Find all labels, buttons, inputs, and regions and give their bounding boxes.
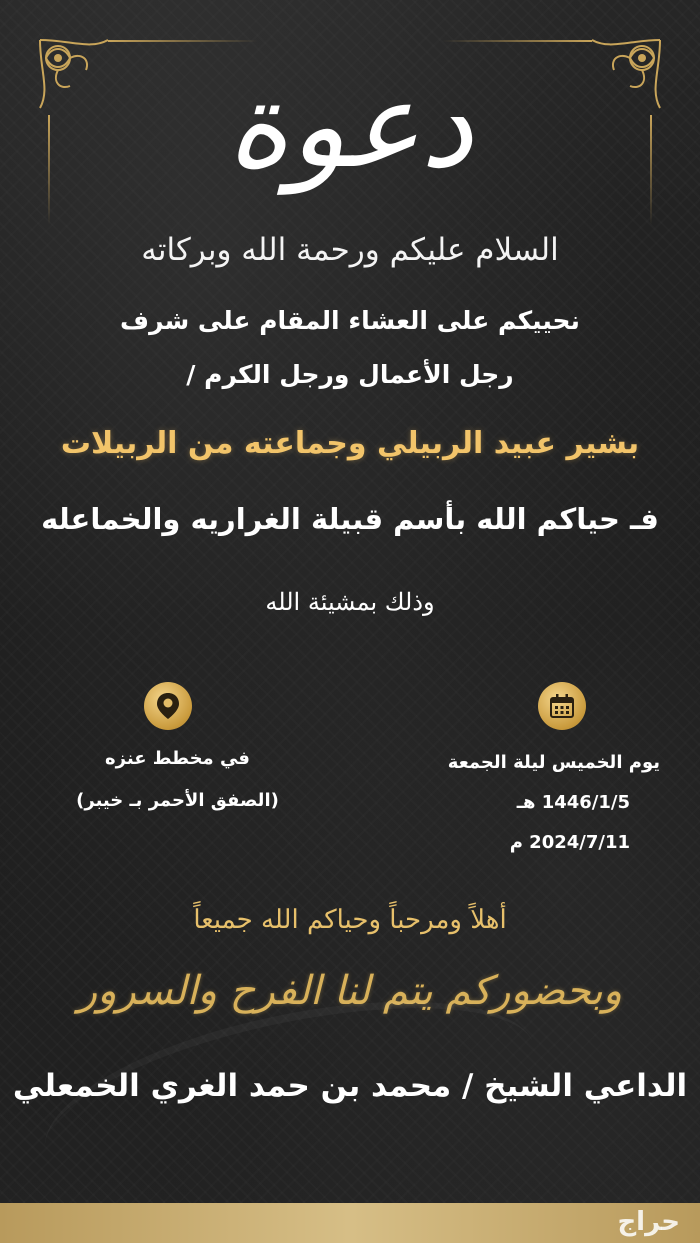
- welcome-all-text: أهلاً ومرحباً وحياكم الله جميعاً: [193, 905, 507, 935]
- host-name: الداعي الشيخ / محمد بن حمد الغري الخمعلي: [12, 1068, 688, 1104]
- date-hijri: 1446/1/5 هـ: [516, 792, 630, 813]
- top-rule-right: [442, 40, 592, 42]
- location-line-2: (الصفق الأحمر بـ خيبر): [76, 790, 279, 811]
- god-willing-text: وذلك بمشيئة الله: [265, 588, 435, 616]
- location-pin-icon: [144, 682, 192, 730]
- invite-line-2: رجل الأعمال ورجل الكرم /: [186, 360, 514, 389]
- location-line-1: في مخطط عنزه: [105, 748, 250, 769]
- calendar-icon: [538, 682, 586, 730]
- greeting-text: السلام عليكم ورحمة الله وبركاته: [141, 232, 559, 268]
- presence-calligraphy: وبحضوركم يتم لنا الفرح والسرور: [77, 968, 623, 1014]
- watermark-logo: حراج: [617, 1207, 680, 1237]
- welcome-line: فـ حياكم الله بأسم قبيلة الغراريه والخماعله: [41, 502, 659, 536]
- honoree-name: بشير عبيد الربيلي وجماعته من الربيلات: [60, 426, 640, 461]
- invite-line-1: نحييكم على العشاء المقام على شرف: [120, 306, 580, 335]
- date-gregorian: 2024/7/11 م: [509, 832, 630, 853]
- date-day: يوم الخميس ليلة الجمعة: [447, 752, 660, 773]
- top-rule-left: [108, 40, 258, 42]
- bottom-band: [0, 1203, 700, 1243]
- invitation-title: دعوة: [227, 56, 473, 194]
